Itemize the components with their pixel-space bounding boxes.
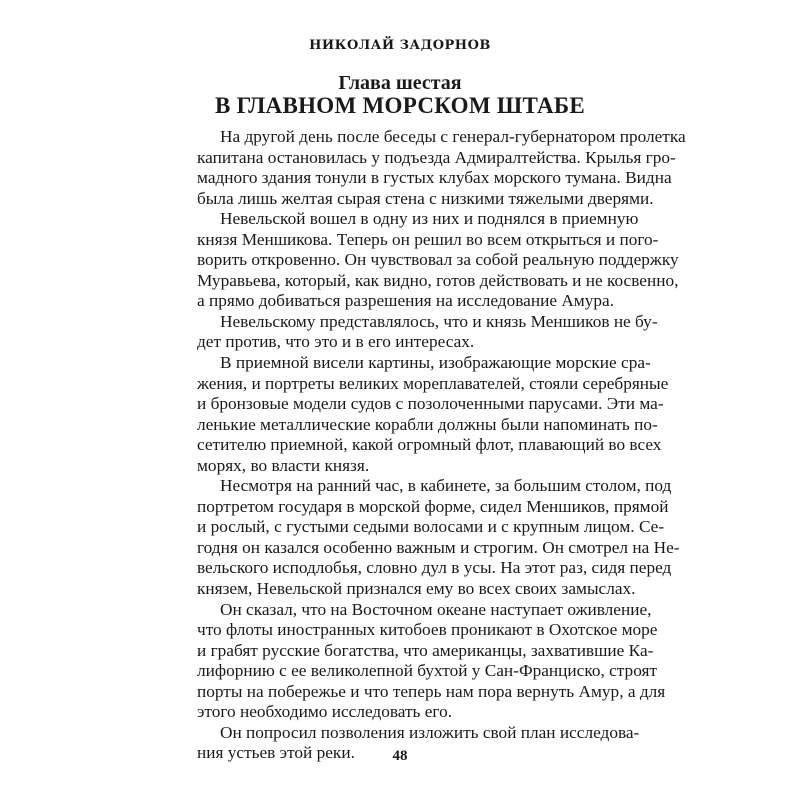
page-number: 48 (392, 748, 408, 764)
paragraph (197, 209, 679, 312)
paragraph (197, 599, 666, 723)
paragraph (197, 353, 669, 476)
text-line: ворить откровенно. Он чувствовал за собой реальную поддержку (197, 250, 679, 270)
text-line: князя Меншикова. Теперь он решил во всем открыться и пого- (197, 229, 659, 249)
text-line: была лишь желтая сырая стена с низкими тяжелыми дверями. (197, 188, 654, 208)
text-line: лифорнию с ее великолепной бухтой у Сан-Франциско, строят (197, 661, 658, 681)
text-line: и грабят русские богатства, что американцы, захватившие Ка- (197, 640, 654, 660)
text-line: и бронзовые модели судов с позолоченными парусами. Эти ма- (197, 394, 664, 414)
text-line: ния устьев этой реки. (197, 743, 355, 763)
running-head: НИКОЛАЙ ЗАДОРНОВ (309, 38, 491, 53)
chapter-label: Глава шестая (338, 72, 462, 94)
text-line: Он попросил позволения изложить свой план исследова- (220, 722, 640, 742)
text-line: капитана остановилась у подъезда Адмиралтейства. Крылья гро- (197, 147, 676, 167)
text-line: сетителю приемной, какой огромный флот, плавающий во всех (197, 435, 662, 455)
paragraph (197, 127, 686, 209)
text-line: портретом государя в морской форме, сидел Меншиков, прямой (197, 496, 669, 516)
chapter-title: В ГЛАВНОМ МОРСКОМ ШТАБЕ (214, 93, 586, 118)
text-line: и рослый, с густыми седыми волосами и с крупным лицом. Се- (197, 517, 665, 537)
text-line: Несмотря на ранний час, в кабинете, за большим столом, под (220, 476, 672, 496)
text-line: годня он казался особенно важным и строгим. Он смотрел на Не- (197, 537, 680, 557)
text-line: князем, Невельской признался ему во всех своих замыслах. (197, 579, 636, 599)
paragraph (197, 476, 680, 599)
text-line: этого необходимо исследовать его. (197, 702, 453, 722)
text-line: жения, и портреты великих мореплавателей, стояли серебряные (197, 373, 669, 393)
text-line: дет против, что это и в его интересах. (197, 332, 475, 352)
text-line: мадного здания тонули в густых клубах морского тумана. Видна (197, 168, 672, 188)
body-text (197, 127, 686, 764)
paragraph (197, 311, 658, 353)
text-line: Он сказал, что на Восточном океане наступает оживление, (220, 599, 652, 619)
text-line: На другой день после беседы с генерал-губернатором пролетка (220, 127, 686, 146)
text-line: В приемной висели картины, изображающие морские сра- (220, 353, 651, 373)
text-line: Муравьева, который, как видно, готов действовать и не косвенно, (197, 270, 679, 290)
text-line: Невельской вошел в одну из них и поднялся в приемную (220, 209, 639, 229)
text-line: что флоты иностранных китобоев проникают в Охотское море (197, 620, 658, 640)
text-line: морях, во власти князя. (197, 455, 370, 475)
text-line: Невельскому представлялось, что и князь Меншиков не бу- (220, 311, 658, 331)
text-line: а прямо добиваться разрешения на исследование Амура. (197, 291, 615, 311)
text-line: порты на побережье и что теперь нам пора вернуть Амур, а для (197, 681, 666, 701)
text-line: вельского исподлобья, словно дул в усы. На этот раз, сидя перед (197, 558, 672, 578)
text-line: ленькие металлические корабли должны были напоминать по- (197, 414, 658, 434)
